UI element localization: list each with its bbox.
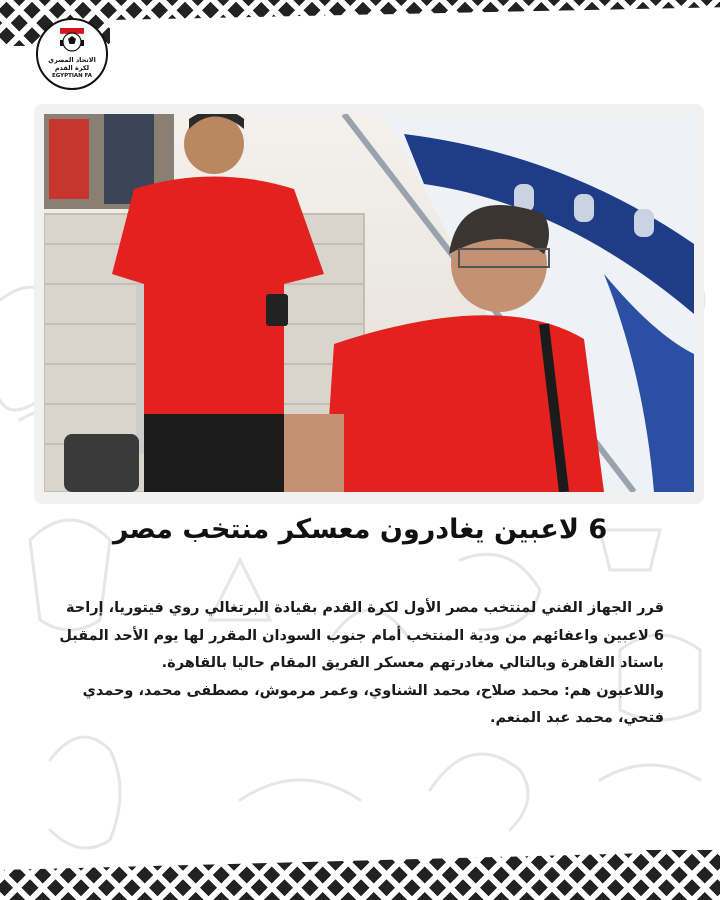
logo-text-line1: الاتحاد المصري [48,56,96,64]
airport-photo [44,114,694,492]
logo-text-line3: EGYPTIAN FA [51,73,93,79]
logo-text-line2: لكرة القدم [54,64,90,72]
efa-logo [36,18,108,90]
article-paragraph-2: واللاعبون هم: محمد صلاح، محمد الشناوي، وعمر مرموش، مصطفى محمد، وحمدي فتحي، محمد عبد المنعم. [82,682,664,726]
headline: 6 لاعبين يغادرون معسكر منتخب مصر [112,514,608,545]
article-body [56,595,664,733]
airport-photo-icon [44,114,694,492]
logo-text [38,56,106,80]
article-paragraph-1: قرر الجهاز الفني لمنتخب مصر الأول لكرة القدم بقيادة البرتغالي روي فيتوريا، إراحة 6 لاعبين واعفائهم من ودية المنتخب أمام جنوب السودان المقرر لها يوم الأحد المقبل باستاد القاهرة وبالتالي مغادرتهم معسكر الفريق المقام حاليا بالقاهرة. [59,600,664,671]
